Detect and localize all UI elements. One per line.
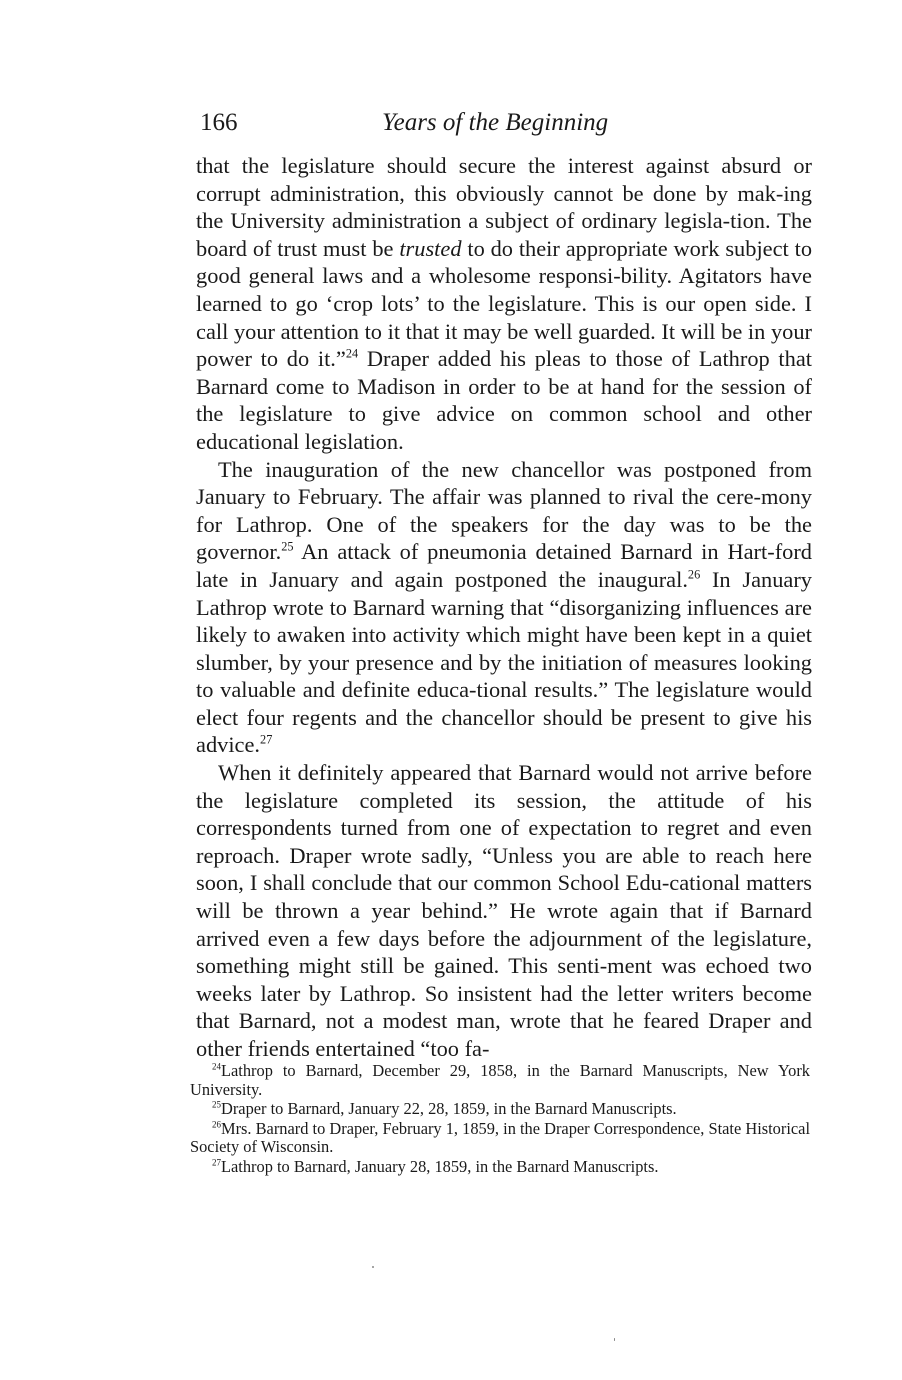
footnote-26 [190,1120,810,1157]
footnote-number: 25 [212,1099,221,1110]
paragraph-2-text-a: The inauguration of the new chancellor was postponed from January to February. The affair was planned to rival the cere-mony for Lathrop. One of the speakers for the day was to be the governor. [196,456,812,565]
footnotes [190,1062,810,1177]
paragraph-1-emphasis: trusted [399,235,462,261]
scan-speck [372,1266,374,1268]
paragraph-2-text-b: An attack of pneumonia detained Barnard in Hart-ford late in January and again postponed the inaugural. [196,539,812,592]
footnote-text: Lathrop to Barnard, January 28, 1859, in the Barnard Manuscripts. [221,1156,659,1176]
running-title: Years of the Beginning [382,109,609,136]
footnote-24 [190,1062,810,1099]
footnote-text: Lathrop to Barnard, December 29, 1858, in the Barnard Manuscripts, New York University. [190,1061,810,1099]
footnote-number: 24 [212,1061,221,1072]
paragraph-1-text-b: to do their appropriate work subject to good general laws and a wholesome responsi-bility. Agitators have learned to go ‘crop lots’ to the legislature. This is our open side. I call your attention to it that it may be well guarded. It will be in your power to do it.” [196,235,813,372]
footnote-ref-25: 25 [281,539,294,554]
paragraph-1-text-c: Draper added his pleas to those of Lathrop that Barnard come to Madison in order to be at hand for the session of the legislature to give advice on common school and other educational legislation. [196,346,812,454]
paragraph-2 [196,456,812,760]
footnote-25 [190,1100,810,1119]
footnote-ref-24: 24 [345,346,359,361]
footnote-text: Mrs. Barnard to Draper, February 1, 1859, in the Draper Correspondence, State Historical Society of Wisconsin. [190,1118,810,1157]
paragraph-3: When it definitely appeared that Barnard would not arrive before the legislature completed its session, the attitude of his correspondents turned from one of expectation to regret and even reproach. Draper wrote sadly, “Unless you are able to reach here soon, I shall conclude that our common School Edu-cational matters will be thrown a year behind.” He wrote again that if Barnard arrived even a few days before the adjournment of the legislature, something might still be gained. This senti-ment was echoed two weeks later by Lathrop. So insistent had the letter writers become that Barnard, not a modest man, wrote that he feared Draper and other friends entertained “too fa- [196,760,812,1061]
body-text [196,152,812,1063]
paragraph-2-text-c: In January Lathrop wrote to Barnard warning that “disorganizing influences are likely to awaken into activity which might have been kept in a quiet slumber, by your presence and by the initiation of measures looking to valuable and definite educa-tional results.” The legislature would elect four regents and the chancellor should be present to give his advice. [196,566,812,758]
paragraph-1-text-a: that the legislature should secure the interest against absurd or corrupt administration, this obviously cannot be done by mak-ing the University administration a subject of ordinary legisla-tion. The board of trust must be [196,153,812,261]
page-number: 166 [200,109,238,136]
scan-speck [614,1338,615,1341]
footnote-text: Draper to Barnard, January 22, 28, 1859, in the Barnard Manuscripts. [221,1099,677,1119]
paragraph-1 [196,152,812,456]
footnote-ref-26: 26 [687,567,701,582]
running-head [200,106,810,140]
footnote-ref-27: 27 [260,733,273,747]
footnote-number: 27 [212,1157,221,1168]
footnote-number: 26 [212,1119,221,1130]
footnote-27 [190,1158,810,1177]
